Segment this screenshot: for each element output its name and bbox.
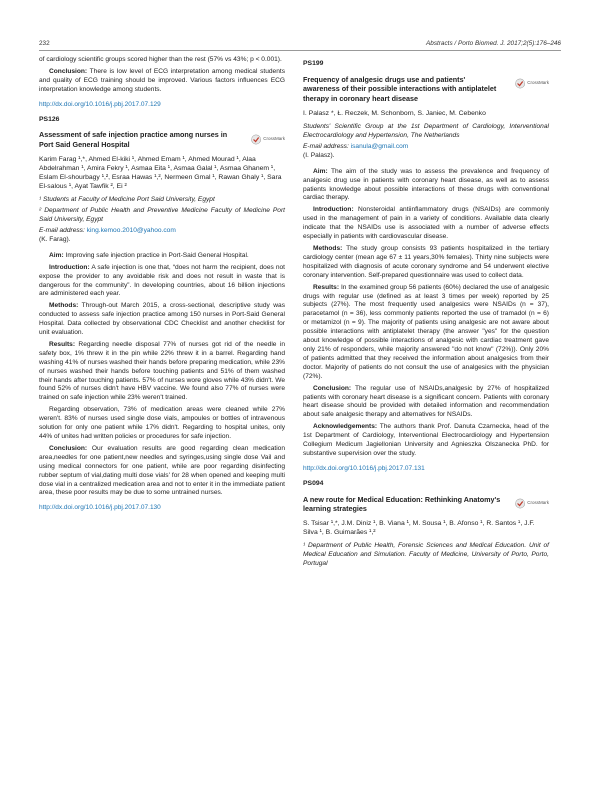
introduction-paragraph: Introduction: A safe injection is one that, “does not harm the recipient, does not expose the provider to any avoidable risk and does not result in waste that is dangerous for the community”. In developing countries, about 16 billion injections are administered each year. bbox=[39, 263, 285, 298]
doi-link[interactable]: http://dx.doi.org/10.1016/j.pbj.2017.07.130 bbox=[39, 504, 161, 512]
affiliation: Students' Scientific Group at the 1st Department of Cardiology, Interventional Electrocardiology and Hypertension, The Netherlands bbox=[303, 123, 549, 140]
email-line: E-mail address: isanula@gmail.com (I. Palasz). bbox=[303, 142, 409, 159]
author-list: S. Tsisar ¹,*, J.M. Diniz ¹, B. Viana ¹, M. Sousa ¹, B. Afonso ¹, R. Santos ¹, J.F. Silva ¹, B. Guimarães ¹,² bbox=[303, 520, 535, 537]
email-link[interactable]: isanula@gmail.com bbox=[350, 142, 409, 150]
doi-link[interactable]: http://dx.doi.org/10.1016/j.pbj.2017.07.129 bbox=[39, 100, 161, 108]
crossmark-badge[interactable]: CrossMark bbox=[251, 132, 285, 146]
abstract-title: Assessment of safe injection practice among nurses in Port Said General Hospital bbox=[39, 130, 228, 149]
header-rule bbox=[39, 50, 561, 51]
right-column bbox=[303, 56, 549, 571]
aim-paragraph: Aim: Improving safe injection practice in Port-Said General Hospital. bbox=[49, 251, 249, 259]
abstract-code: PS126 bbox=[39, 115, 60, 123]
crossmark-icon bbox=[251, 134, 261, 145]
results-paragraph: Results: In the examined group 56 patients (60%) declared the use of analgesic drugs with regular use (defined as at least 3 times per week) reported by 25 subjects (27%). The most frequently used analgesics were NSAIDs (n = 37), paracetamol (n = 36), less commonly patients reported the use of tramadol (n = 6) or metamizol (n = 9). The majority of patients using analgesic are not aware about possible interactions with antiplatelet therapy (the answer "yes" for the question about knowledge of possible interactions of analgesic with cardiac treatment gave only 21% of responders, while majority answered "do not know" (72%)). Only 20% of patients admitted that they received the information about analgesics from their doctor. Majority of patients do not consult the use of analgesics with the physician (72%). bbox=[303, 283, 549, 380]
crossmark-icon bbox=[515, 498, 525, 509]
page-number: 232 bbox=[39, 40, 50, 47]
conclusion-paragraph: Conclusion: There is low level of ECG interpretation among medical students and quality of ECG training should be improved. Various factors influences ECG interpretation knowledge among students. bbox=[39, 67, 285, 93]
affiliation: ¹ Students at Faculty of Medicine Port Said University, Egypt bbox=[39, 196, 215, 204]
abstract-title: A new route for Medical Education: Rethinking Anatomy's learning strategies bbox=[303, 494, 501, 514]
left-column bbox=[39, 56, 285, 519]
doi-link[interactable]: http://dx.doi.org/10.1016/j.pbj.2017.07.131 bbox=[303, 464, 425, 472]
abstract-title-row bbox=[39, 130, 285, 149]
abstract-code: PS094 bbox=[303, 479, 324, 487]
abstract-title: Frequency of analgesic drugs use and patients' awareness of their possible interactions with antiplatelet therapy in coronary heart disease bbox=[303, 74, 497, 103]
conclusion-paragraph: Conclusion: The regular use of NSAIDs,analgesic by 27% of hospitalized patients with coronary heart disease is a significant concern. Patients with coronary heart disease should be provided with detailed information and recommendation about safe analgesic therapy and alternatives for NSAIDs. bbox=[303, 384, 549, 419]
email-line: E-mail address: king.kemoo.2010@yahoo.com (K. Farag). bbox=[39, 226, 176, 243]
author-list: Karim Farag ¹,*, Ahmed El-kiki ¹, Ahmed Emam ¹, Ahmed Mourad ¹, Alaa Abdelrahman ¹, Amira Fekry ¹, Asmaa Eita ¹, Asmaa Galal ¹, Asmaa Ghanem ¹, Eslam El-shourbagy ¹,², Esraa Hawas ¹,², Nermeen Gmal ¹, Rawan Ghaly ¹, Sara El-salous ¹, Ayat Tawfik ², Ei ² bbox=[39, 156, 282, 191]
methods-paragraph: Methods: The study group consists 93 patients hospitalized in the tertiary cardiology center (mean age 67 ± 11 years,30% females). Thirty nine subjects were hospitalized with diagnosis of acute coronary syndrome and 54 underwent elective coronary intervention. Self-prepared questionnaire was used to collect data. bbox=[303, 245, 549, 279]
crossmark-badge[interactable]: CrossMark bbox=[515, 77, 549, 91]
introduction-paragraph: Introduction: Nonsteroidal antiinflammatory drugs (NSAIDs) are commonly used in the management of pain in a variety of conditions. Available data clearly indicate that the NSAIDs use is associated with a number of adverse effects especially in patients with cardiovascular disease. bbox=[303, 206, 549, 241]
abstract-title-row bbox=[303, 495, 549, 514]
author-list: I. Palasz *, Ł. Reczek, M. Schonborn, S. Janiec, M. Cebenko bbox=[303, 110, 486, 118]
abstract-code: PS199 bbox=[303, 60, 324, 67]
acknowledgements-paragraph: Acknowledgements: The authors thank Prof. Danuta Czarnecka, head of the 1st Department of Cardiology, Interventional Electrocardiology and Hypertension Collegium Medicum Jagiellonian University and Agnieszka Olszanecka PhD. for substantive supervision over the study. bbox=[303, 423, 549, 457]
conclusion-paragraph: Conclusion: Our evaluation results are good regarding clean medication area,needles for one patient,new needles and syringes,using single dose Vail and using medical connectors for one patient, while are poor regarding disinfecting rubber septum of vial,dating multi dose vials' for 28 when opened and keeping multi dose vial in a centralized medication area and not to enter it in the immediate patient area, these poor results may be due to some untrained nurses. bbox=[39, 444, 285, 497]
observation-paragraph: Regarding observation, 73% of medication areas were cleaned while 27% weren't. 83% of nurses used single dose vials, ampoules or bottles of intravenous solution for only one patient while 17% didn't. Regarding to hospital unites, only 44% of unites had written policies or procedures for safe injection. bbox=[39, 406, 285, 440]
crossmark-icon bbox=[515, 78, 525, 89]
affiliation: ¹ Department of Public Health, Forensic Sciences and Medical Education. Unit of Medical Education and Simulation. Faculty of Medicine, University of Porto, Porto, Portugal bbox=[303, 542, 549, 568]
email-link[interactable]: king.kemoo.2010@yahoo.com bbox=[86, 226, 176, 234]
aim-paragraph: Aim: The aim of the study was to assess the prevalence and frequency of analgesic drug use in patients with coronary heart disease, as well as to assess patients knowledge about possible interactions of these drugs with conventional cardiac therapy. bbox=[303, 167, 549, 202]
continued-paragraph: of cardiology scientific groups scored higher than the rest (57% vs 43%; p < 0.001). bbox=[39, 56, 282, 63]
abstract-title-row bbox=[303, 75, 549, 103]
results-paragraph: Results: Regarding needle disposal 77% of nurses got rid of the needle in safety box, 1% threw it in the pin while 22% threw it in a barrel. Regarding hand washing 41% of nurses washed their hands before preparing medication, while 23% of nurses washed their hands before touching patients and 51% of them washed their hands after touching patients. 57% of nurses wore gloves while 43% didn't. We found 52% of nurses didn't have HBV vaccine. We found also 77% of nurses were trained on safe injection while 23% weren't trained. bbox=[39, 340, 285, 402]
affiliation: ² Department of Public Health and Preventive Medicine Faculty of Medicine Port Said University, Egypt bbox=[39, 207, 285, 224]
methods-paragraph: Methods: Through-out March 2015, a cross-sectional, descriptive study was conducted to assess safe injection practice among 150 nurses in Port-Said General Hospital. Data collected by observational CDC Checklist and another checklist for unit evaluation. bbox=[39, 302, 285, 337]
journal-reference: Abstracts / Porto Biomed. J. 2017;2(5):176–246 bbox=[426, 40, 561, 47]
crossmark-badge[interactable]: CrossMark bbox=[515, 497, 549, 511]
